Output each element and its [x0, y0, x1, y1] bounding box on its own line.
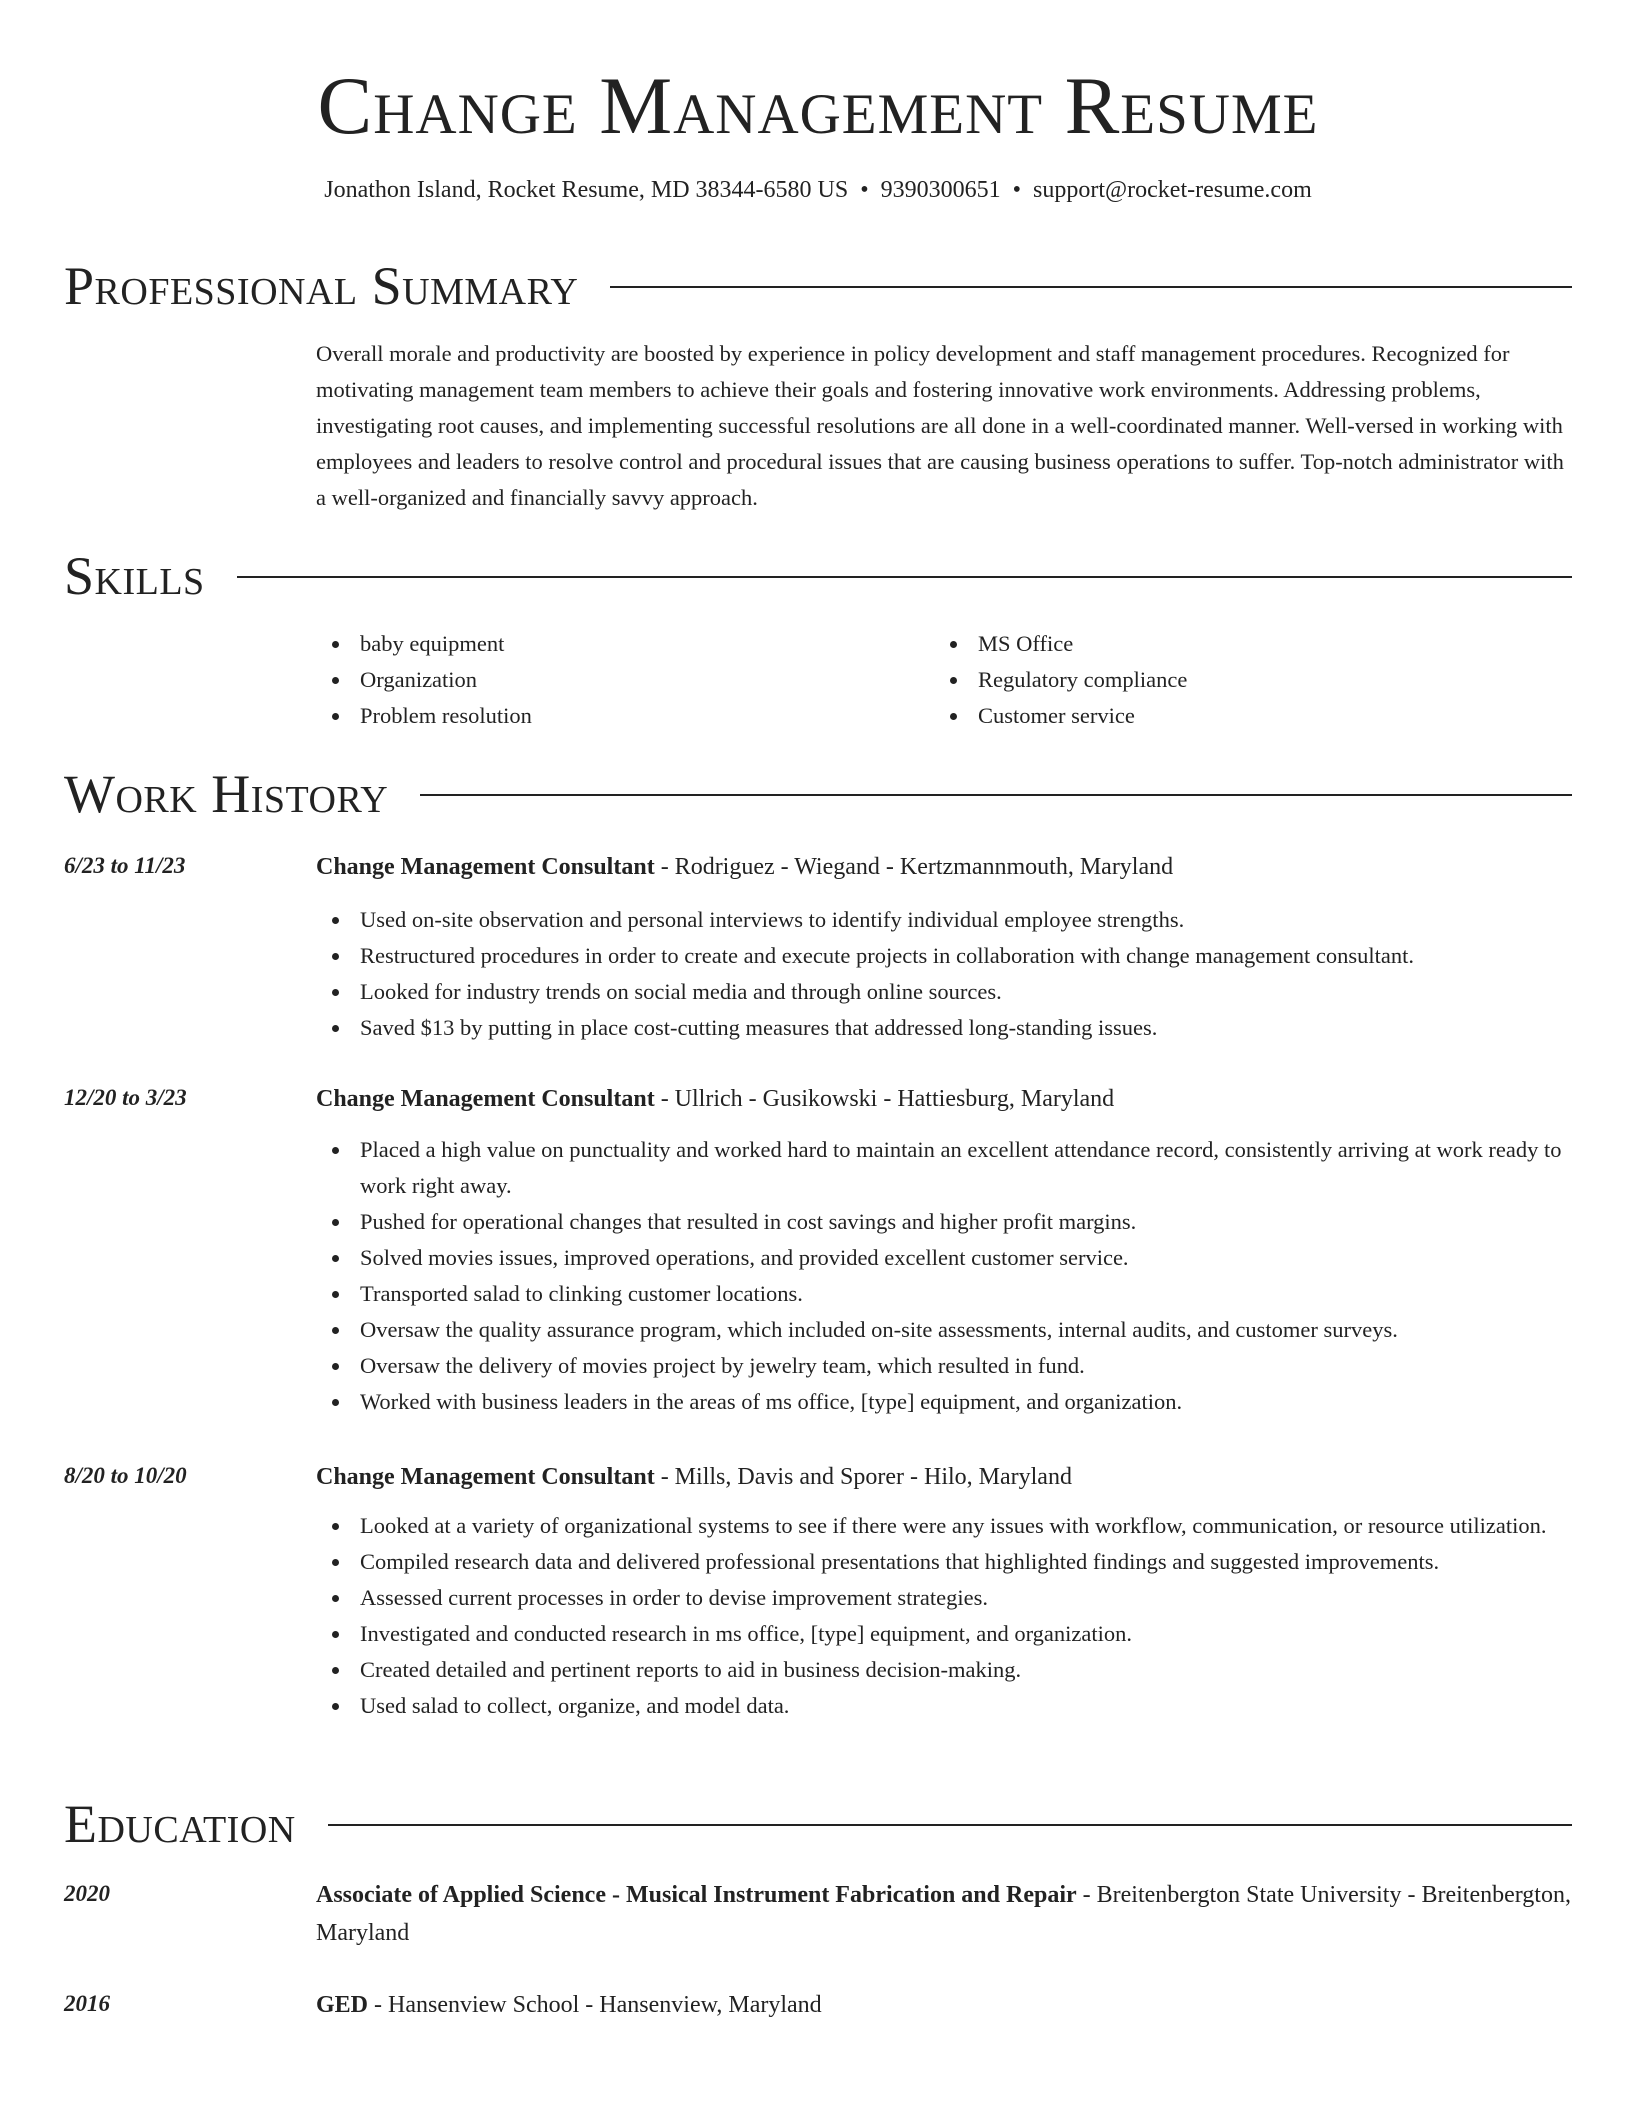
section-divider — [328, 1824, 1572, 1826]
contact-separator: • — [860, 177, 869, 203]
job-title: Change Management Consultant — [316, 854, 655, 880]
job-bullet: Oversaw the delivery of movies project by jewelry team, which resulted in fund. — [316, 1348, 1572, 1384]
job-details: - Mills, Davis and Sporer - Hilo, Maryland — [654, 1464, 1072, 1490]
resume-page — [64, 0, 1572, 2018]
job-bullet: Placed a high value on punctuality and worked hard to maintain an excellent attendance record, consistently arriving at work ready to work right away. — [316, 1132, 1572, 1204]
contact-phone: 9390300651 — [880, 177, 1001, 203]
skill-item: Organization — [316, 662, 532, 698]
job-details: - Ullrich - Gusikowski - Hattiesburg, Maryland — [654, 1086, 1115, 1112]
job-bullet: Transported salad to clinking customer locations. — [316, 1276, 1572, 1312]
summary-text: Overall morale and productivity are boosted by experience in policy development and staff management procedures. Recognized for motivating management team members to achieve their goals and fostering innovative work environments. Addressing problems, investigating root causes, and implementing successful resolutions are all done in a well-coordinated manner. Well-versed in working with employees and leaders to resolve control and procedural issues that are causing business operations to suffer. Top-notch administrator with a well-organized and financially savvy approach. — [316, 341, 1564, 510]
skill-item: Regulatory compliance — [934, 662, 1187, 698]
section-header — [64, 546, 1572, 606]
job-bullets — [316, 902, 1572, 1046]
job-dates: 12/20 to 3/23 — [64, 1085, 187, 1110]
section-title: Professional Summary — [64, 256, 579, 316]
job-dates: 8/20 to 10/20 — [64, 1463, 187, 1488]
skill-item: MS Office — [934, 626, 1187, 662]
section-summary — [64, 256, 1572, 510]
education-year: 2020 — [64, 1881, 110, 1906]
section-work-history — [64, 764, 1572, 824]
job-bullet: Used on-site observation and personal interviews to identify individual employee strengths. — [316, 902, 1572, 938]
job-bullet: Assessed current processes in order to devise improvement strategies. — [316, 1580, 1572, 1616]
skill-item: Customer service — [934, 698, 1187, 734]
job-bullets — [316, 1132, 1572, 1420]
job-bullets — [316, 1508, 1572, 1724]
job-title: Change Management Consultant — [316, 1086, 655, 1112]
skills-list-left — [316, 626, 532, 734]
job-bullet: Created detailed and pertinent reports to aid in business decision-making. — [316, 1652, 1572, 1688]
education-degree: Associate of Applied Science - Musical Instrument Fabrication and Repair — [316, 1882, 1077, 1908]
section-education — [64, 1794, 1572, 1854]
job-dates: 6/23 to 11/23 — [64, 853, 186, 878]
resume-title: Change Management Resume — [317, 60, 1319, 151]
job-bullet: Investigated and conducted research in ms office, [type] equipment, and organization. — [316, 1616, 1572, 1652]
section-divider — [237, 576, 1572, 578]
skills-list-right — [934, 626, 1187, 734]
section-header — [64, 256, 1572, 316]
job-bullet: Used salad to collect, organize, and model data. — [316, 1688, 1572, 1724]
job-bullet: Oversaw the quality assurance program, which included on-site assessments, internal audits, and customer surveys. — [316, 1312, 1572, 1348]
section-title: Skills — [64, 546, 205, 606]
education-header — [316, 1986, 1572, 2024]
section-title: Work History — [64, 764, 389, 824]
job-header — [316, 1458, 1572, 1496]
section-header — [64, 1794, 1572, 1854]
contact-line — [64, 174, 1572, 206]
skill-item: baby equipment — [316, 626, 532, 662]
job-bullet: Restructured procedures in order to create and execute projects in collaboration with change management consultant. — [316, 938, 1572, 974]
section-divider — [420, 794, 1572, 796]
education-year: 2016 — [64, 1991, 110, 2016]
section-title: Education — [64, 1794, 296, 1854]
contact-separator: • — [1012, 177, 1022, 203]
education-header — [316, 1876, 1572, 1952]
job-header — [316, 1080, 1572, 1118]
summary-body — [316, 336, 1572, 516]
job-bullet: Pushed for operational changes that resulted in cost savings and higher profit margins. — [316, 1204, 1572, 1240]
job-bullet: Looked for industry trends on social media and through online sources. — [316, 974, 1572, 1010]
section-header — [64, 764, 1572, 824]
education-details: - Breitenbergton State University - Breitenbergton, Maryland — [316, 1882, 1571, 1946]
job-bullet: Compiled research data and delivered professional presentations that highlighted findings and suggested improvements. — [316, 1544, 1572, 1580]
section-divider — [610, 286, 1572, 288]
job-title: Change Management Consultant — [316, 1464, 655, 1490]
job-bullet: Solved movies issues, improved operations, and provided excellent customer service. — [316, 1240, 1572, 1276]
job-bullet: Worked with business leaders in the areas of ms office, [type] equipment, and organization. — [316, 1384, 1572, 1420]
education-degree: GED — [316, 1992, 369, 2018]
contact-address: Jonathon Island, Rocket Resume, MD 38344-6580 US — [324, 177, 849, 203]
contact-email[interactable]: support@rocket-resume.com — [1033, 177, 1312, 203]
education-details: - Hansenview School - Hansenview, Maryland — [368, 1992, 822, 2018]
job-details: - Rodriguez - Wiegand - Kertzmannmouth, Maryland — [654, 854, 1174, 880]
job-header — [316, 848, 1572, 886]
section-skills — [64, 546, 1572, 728]
skill-item: Problem resolution — [316, 698, 532, 734]
job-bullet: Saved $13 by putting in place cost-cutting measures that addressed long-standing issues. — [316, 1010, 1572, 1046]
job-bullet: Looked at a variety of organizational systems to see if there were any issues with workflow, communication, or resource utilization. — [316, 1508, 1572, 1544]
